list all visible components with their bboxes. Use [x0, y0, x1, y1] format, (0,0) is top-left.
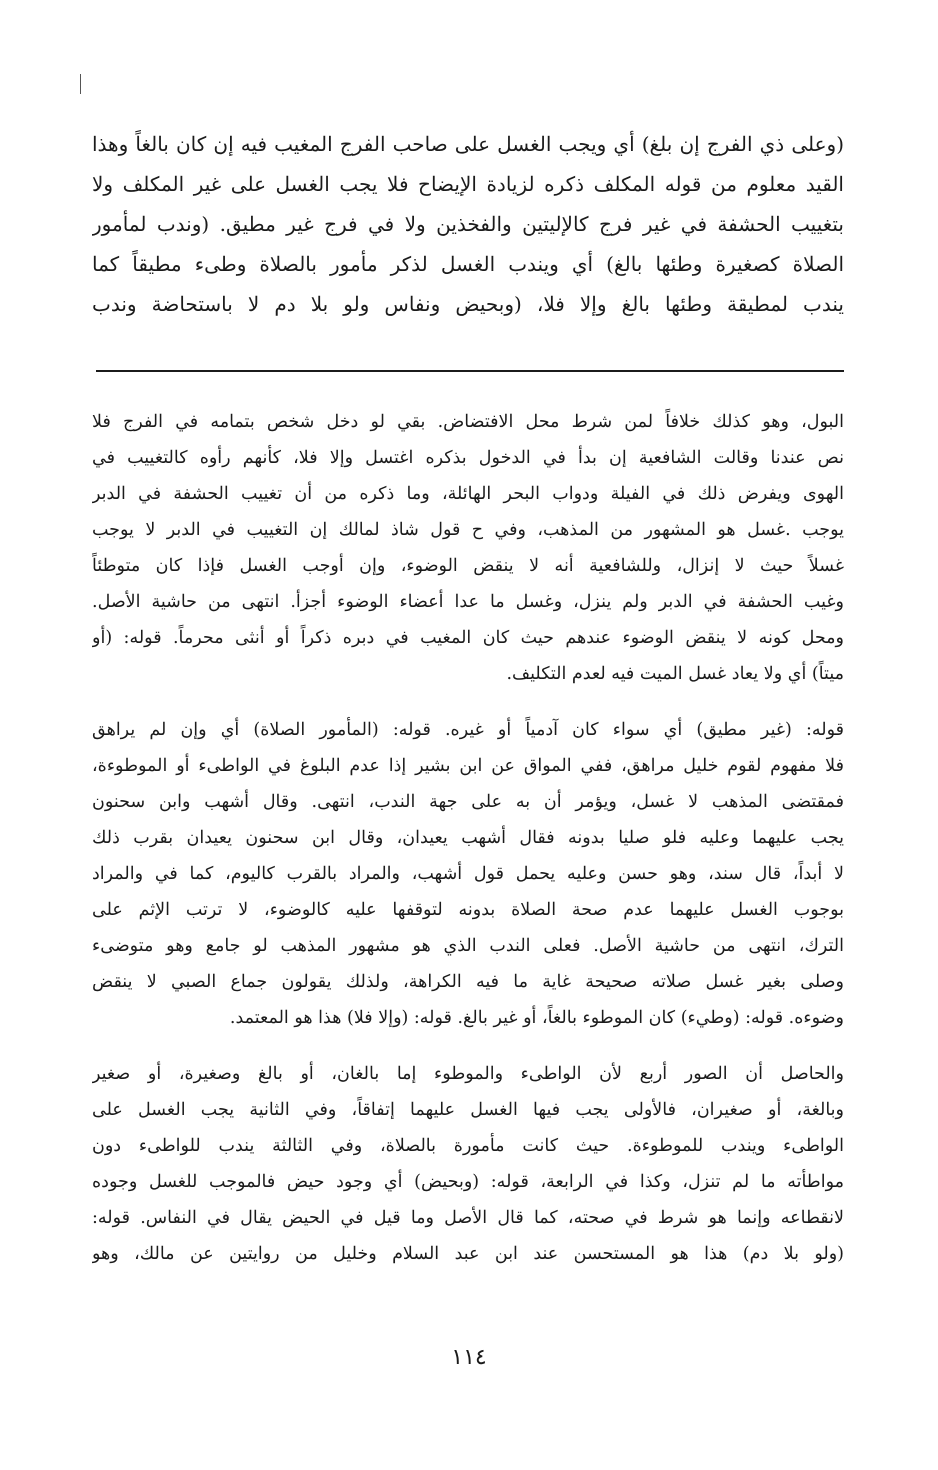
main-line: بتغييب الحشفة في غير فرج كالإليتين والفخذين ولا في فرج غير مطيق. (وندب لمأمور: [92, 212, 844, 236]
page-number: ١١٤: [451, 1345, 487, 1370]
main-text-block: [92, 124, 844, 324]
footnote-line: وبالغة، أو صغيران، فالأولى يجب فيها الغسل عليهما إتفاقاً، وفي الثانية يجب الغسل على: [92, 1100, 844, 1120]
footnote-line: يوجب .غسل هو المشهور من المذهب، وفي ح قول شاذ لمالك إن التغييب في الدبر لا يوجب: [92, 520, 844, 540]
footnote-line: يجب عليهما وعليه فلو صليا بدونه فقال أشهب يعيدان، وقال ابن سحنون يعيدان بقرب ذلك: [92, 828, 844, 848]
main-line: الصلاة كصغيرة وطئها بالغ) أي ويندب الغسل لذكر مأمور بالصلاة وطىء مطيقاً كما: [92, 252, 844, 276]
footnote-line: لا أبداً، قال سند، وهو حسن وعليه يحمل قول أشهب، والمراد بالقرب كاليوم، كما في والمراد: [92, 864, 844, 884]
main-line: القيد معلوم من قوله المكلف ذكره لزيادة الإيضاح فلا يجب الغسل على غير المكلف ولا: [92, 172, 844, 196]
footnote-line: نص عندنا وقالت الشافعية إن بدأ في الدخول بذكره اغتسل وإلا فلا، كأنهم رأوه كالتغييب في: [92, 448, 844, 468]
footnote-paragraph: [92, 712, 844, 1036]
footnote-line: الهوى ويفرض ذلك في الفيلة ودواب البحر الهائلة، وما ذكره من أن تغييب الحشفة في الدبر: [92, 484, 844, 504]
footnote-line: قوله: (غير مطيق) أي سواء كان آدمياً أو غيره. قوله: (المأمور الصلاة) أي وإن لم يراهق: [92, 720, 844, 740]
footnote-line: فمقتضى المذهب لا غسل، ويؤمر أن به على جهة الندب، انتهى. وقال أشهب وابن سحنون: [92, 792, 844, 812]
footnote-paragraph: [92, 404, 844, 692]
footnote-divider: [96, 370, 844, 372]
footnote-line: وصلى بغير غسل صلاته صحيحة غاية ما فيه الكراهة، ولذلك يقولون جماع الصبي لا ينقض: [92, 972, 844, 992]
footnote-line: لانقطاعه وإنما هو شرط في صحته، كما قال الأصل وما قيل في الحيض يقال في النفاس. قوله:: [92, 1208, 844, 1228]
footnote-line: ومحل كونه لا ينقض الوضوء عندهم حيث كان المغيب في دبره ذكراً أو أنثى محرماً. قوله: (أو: [92, 628, 844, 648]
scan-mark: [80, 74, 81, 94]
footnote-line: البول، وهو كذلك خلافاً لمن شرط محل الافتضاض. بقي لو دخل شخص بتمامه في الفرج فلا: [92, 412, 844, 432]
footnote-line: (ولو بلا دم) هذا هو المستحسن عند ابن عبد السلام وخليل من روايتين عن مالك، وهو: [92, 1244, 844, 1264]
footnote-line: الترك، انتهى من حاشية الأصل. فعلى الندب الذي هو مشهور المذهب لو جامع وهو متوضىء: [92, 936, 844, 956]
footnote-line: ميتاً) أي ولا يعاد غسل الميت فيه لعدم التكليف.: [506, 664, 844, 684]
main-line: (وعلى ذي الفرج إن بلغ) أي ويجب الغسل على صاحب الفرج المغيب فيه إن كان بالغاً وهذا: [92, 132, 844, 156]
footnote-line: مواطأته ما لم تنزل، وكذا في الرابعة، قوله: (وبحيض) أي وجود حيض فالموجب للغسل وجوده: [92, 1172, 844, 1192]
footnote-line: والحاصل أن الصور أربع لأن الواطىء والموطوء إما بالغان، أو بالغ وصغيرة، أو صغير: [92, 1064, 844, 1084]
footnote-line: وضوءه. قوله: (وطيء) كان الموطوء بالغاً، أو غير بالغ. قوله: (وإلا فلا) هذا هو المعتمد.: [229, 1008, 844, 1028]
footnote-line: الواطىء ويندب للموطوءة. حيث كانت مأمورة بالصلاة، وفي الثالثة يندب للواطىء دون: [92, 1136, 844, 1156]
footnote-paragraph: [92, 1056, 844, 1272]
footnote-line: بوجوب الغسل عليهما عدم صحة الصلاة بدونه لتوقفها عليه كالوضوء، لا ترتب الإثم على: [92, 900, 844, 920]
footnote-line: فلا مفهوم لقوم خليل مراهق، ففي المواق عن ابن بشير إذا عدم البلوغ في الواطىء أو الموطوءة،: [92, 756, 844, 776]
footnote-line: وغيب الحشفة في الدبر ولم ينزل، وغسل ما عدا أعضاء الوضوء أجزأ. انتهى من حاشية الأصل.: [92, 592, 844, 612]
footnote-line: غسلاً حيث لا إنزال، وللشافعية أنه لا ينقض الوضوء، وإن أوجب الغسل فإذا كان متوطئاً: [92, 556, 844, 576]
footnotes-block: [92, 404, 844, 1292]
main-line: يندب لمطيقة وطئها بالغ وإلا فلا، (وبحيض ونفاس ولو بلا دم لا باستحاضة وندب: [92, 292, 844, 316]
